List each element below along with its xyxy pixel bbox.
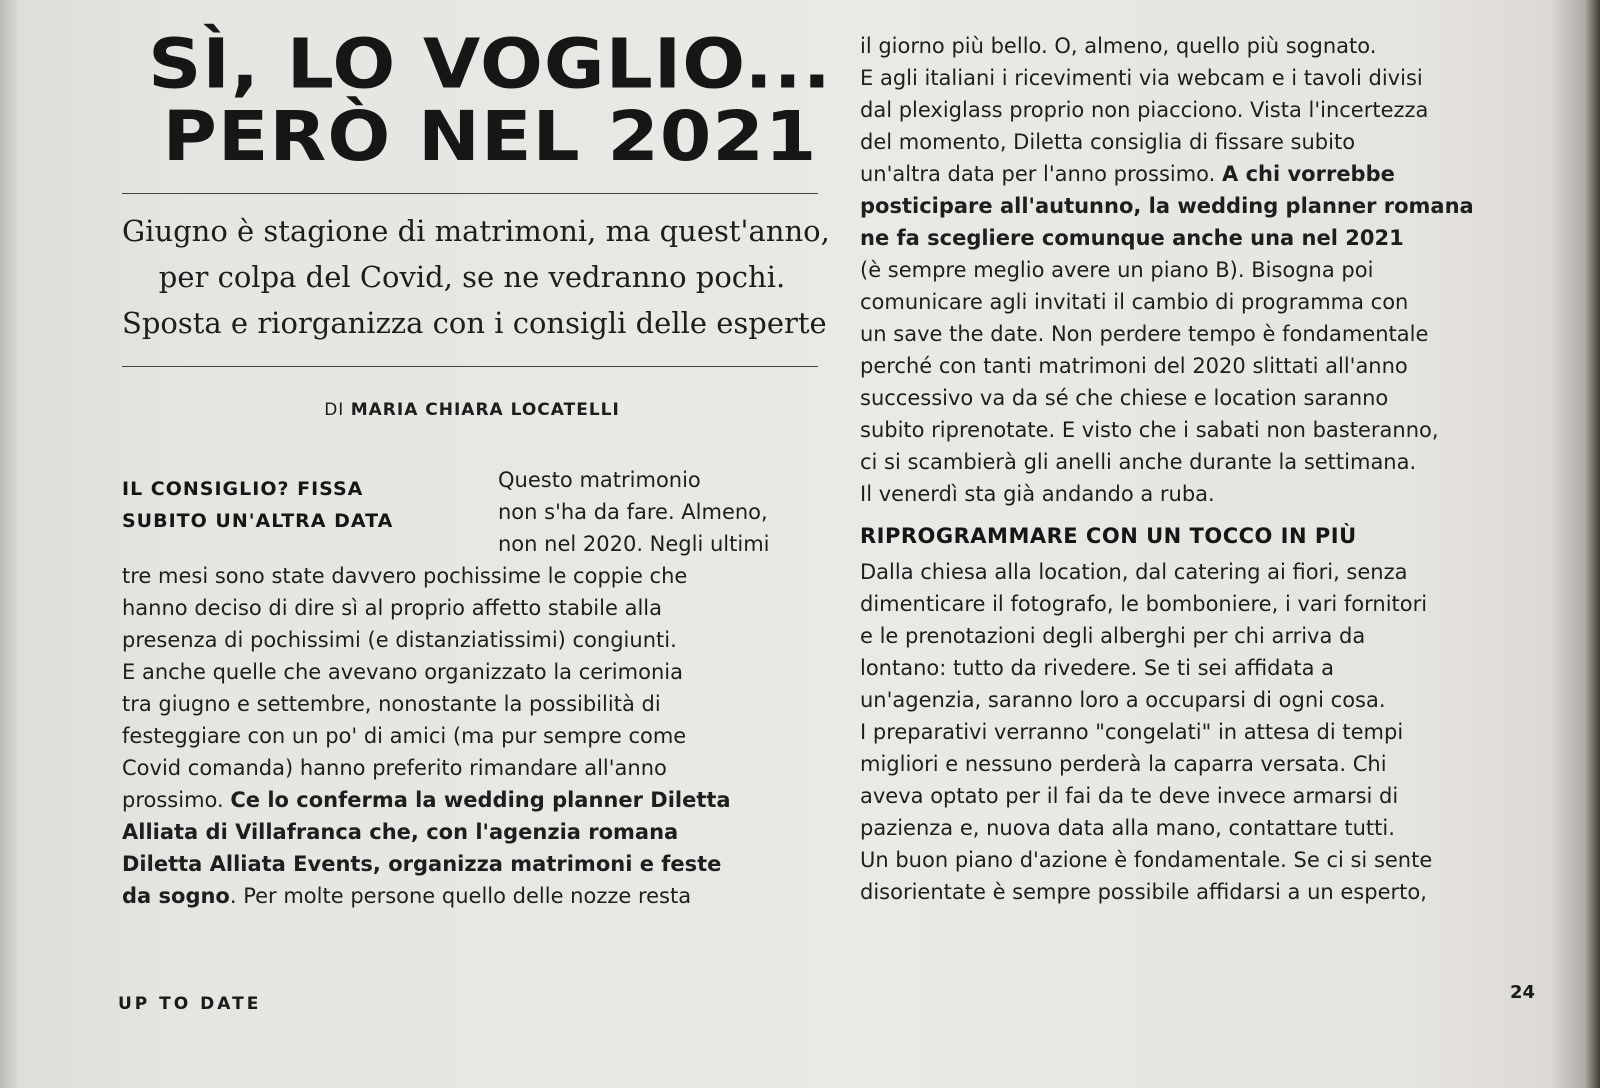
section-heading: RIPROGRAMMARE CON UN TOCCO IN PIÙ	[860, 524, 1357, 548]
text-line: tra giugno e settembre, nonostante la possibilità di	[122, 692, 661, 716]
page-number: 24	[1510, 982, 1536, 1003]
right-column-section-body	[860, 556, 1432, 908]
text-line: I preparativi verranno "congelati" in attesa di tempi	[860, 720, 1404, 744]
kicker-heading	[122, 473, 482, 537]
text-line: hanno deciso di dire sì al proprio affetto stabile alla	[122, 596, 662, 620]
text-line: Covid comanda) hanno preferito rimandare all'anno	[122, 756, 667, 780]
text-line: pazienza e, nuova data alla mano, contattare tutti.	[860, 816, 1395, 840]
text-line: Dalla chiesa alla location, dal catering ai fiori, senza	[860, 560, 1408, 584]
subheading-line-1: Giugno è stagione di matrimoni, ma quest'anno,	[122, 214, 830, 248]
text-line: ci si scambierà gli anelli anche durante la settimana.	[860, 450, 1417, 474]
text-line: comunicare agli invitati il cambio di programma con	[860, 290, 1409, 314]
text-line: disorientate è sempre possibile affidarsi a un esperto,	[860, 880, 1427, 904]
kicker-line-1: IL CONSIGLIO? FISSA	[122, 478, 364, 500]
text-line: dal plexiglass proprio non piacciono. Vista l'incertezza	[860, 98, 1429, 122]
text-span-bold: da sogno	[122, 884, 230, 908]
text-line: un save the date. Non perdere tempo è fondamentale	[860, 322, 1429, 346]
text-line: un'agenzia, saranno loro a occuparsi di ogni cosa.	[860, 688, 1386, 712]
text-span: . Per molte persone quello delle nozze resta	[229, 884, 692, 908]
subheading-line-3: Sposta e riorganizza con i consigli delle esperte	[122, 306, 827, 340]
text-line	[122, 784, 731, 816]
kicker-line-2: SUBITO UN'ALTRA DATA	[122, 510, 394, 532]
text-line: successivo va da sé che chiese e location saranno	[860, 386, 1389, 410]
byline-prefix: DI	[324, 400, 345, 420]
text-span: prossimo.	[122, 788, 231, 812]
left-column-body	[122, 560, 731, 912]
text-line: il giorno più bello. O, almeno, quello più sognato.	[860, 34, 1377, 58]
text-line: del momento, Diletta consiglia di fissare subito	[860, 130, 1356, 154]
text-line: festeggiare con un po' di amici (ma pur sempre come	[122, 724, 687, 748]
text-span-bold: Ce lo conferma la wedding planner Diletta	[230, 788, 731, 812]
text-line: presenza di pochissimi (e distanziatissimi) congiunti.	[122, 628, 677, 652]
text-line: perché con tanti matrimoni del 2020 slittati all'anno	[860, 354, 1408, 378]
subheading-line-2: per colpa del Covid, se ne vedranno pochi.	[158, 260, 786, 294]
text-line: Questo matrimonio	[498, 468, 701, 492]
text-line	[860, 158, 1474, 190]
subheading-rule	[122, 366, 818, 367]
text-line	[122, 880, 731, 912]
headline-line-1: SÌ, LO VOGLIO...	[148, 24, 832, 105]
footer-section-label: UP TO DATE	[118, 994, 262, 1014]
text-line: subito riprenotate. E visto che i sabati non basteranno,	[860, 418, 1439, 442]
text-line-bold: Diletta Alliata Events, organizza matrimoni e feste	[122, 852, 722, 876]
text-line: Il venerdì sta già andando a ruba.	[860, 482, 1215, 506]
headline	[140, 24, 840, 177]
headline-line-2: PERÒ NEL 2021	[162, 96, 818, 177]
text-span: un'altra data per l'anno prossimo.	[860, 162, 1223, 186]
text-line-bold: ne fa scegliere comunque anche una nel 2021	[860, 226, 1404, 250]
text-line: E agli italiani i ricevimenti via webcam e i tavoli divisi	[860, 66, 1423, 90]
text-line: tre mesi sono state davvero pochissime le coppie che	[122, 564, 688, 588]
left-column-intro	[498, 464, 769, 560]
text-line: E anche quelle che avevano organizzato la cerimonia	[122, 660, 683, 684]
text-line: dimenticare il fotografo, le bomboniere, i vari fornitori	[860, 592, 1428, 616]
text-span-bold: A chi vorrebbe	[1222, 162, 1395, 186]
page-edge-shadow	[1550, 0, 1600, 1088]
byline	[122, 400, 822, 420]
text-line: migliori e nessuno perderà la caparra versata. Chi	[860, 752, 1387, 776]
text-line: e le prenotazioni degli alberghi per chi arriva da	[860, 624, 1366, 648]
byline-author: MARIA CHIARA LOCATELLI	[350, 400, 620, 420]
text-line-bold: Alliata di Villafranca che, con l'agenzia romana	[122, 820, 679, 844]
text-line: aveva optato per il fai da te deve invece armarsi di	[860, 784, 1399, 808]
text-line: lontano: tutto da rivedere. Se ti sei affidata a	[860, 656, 1334, 680]
headline-rule	[122, 193, 818, 194]
text-line: non s'ha da fare. Almeno,	[498, 500, 768, 524]
subheading	[122, 208, 830, 346]
right-column-body	[860, 30, 1474, 510]
text-line: Un buon piano d'azione è fondamentale. Se ci si sente	[860, 848, 1433, 872]
page-gutter-shadow	[0, 0, 20, 1088]
text-line-bold: posticipare all'autunno, la wedding planner romana	[860, 194, 1474, 218]
text-line: (è sempre meglio avere un piano B). Bisogna poi	[860, 258, 1374, 282]
text-line: non nel 2020. Negli ultimi	[498, 532, 770, 556]
